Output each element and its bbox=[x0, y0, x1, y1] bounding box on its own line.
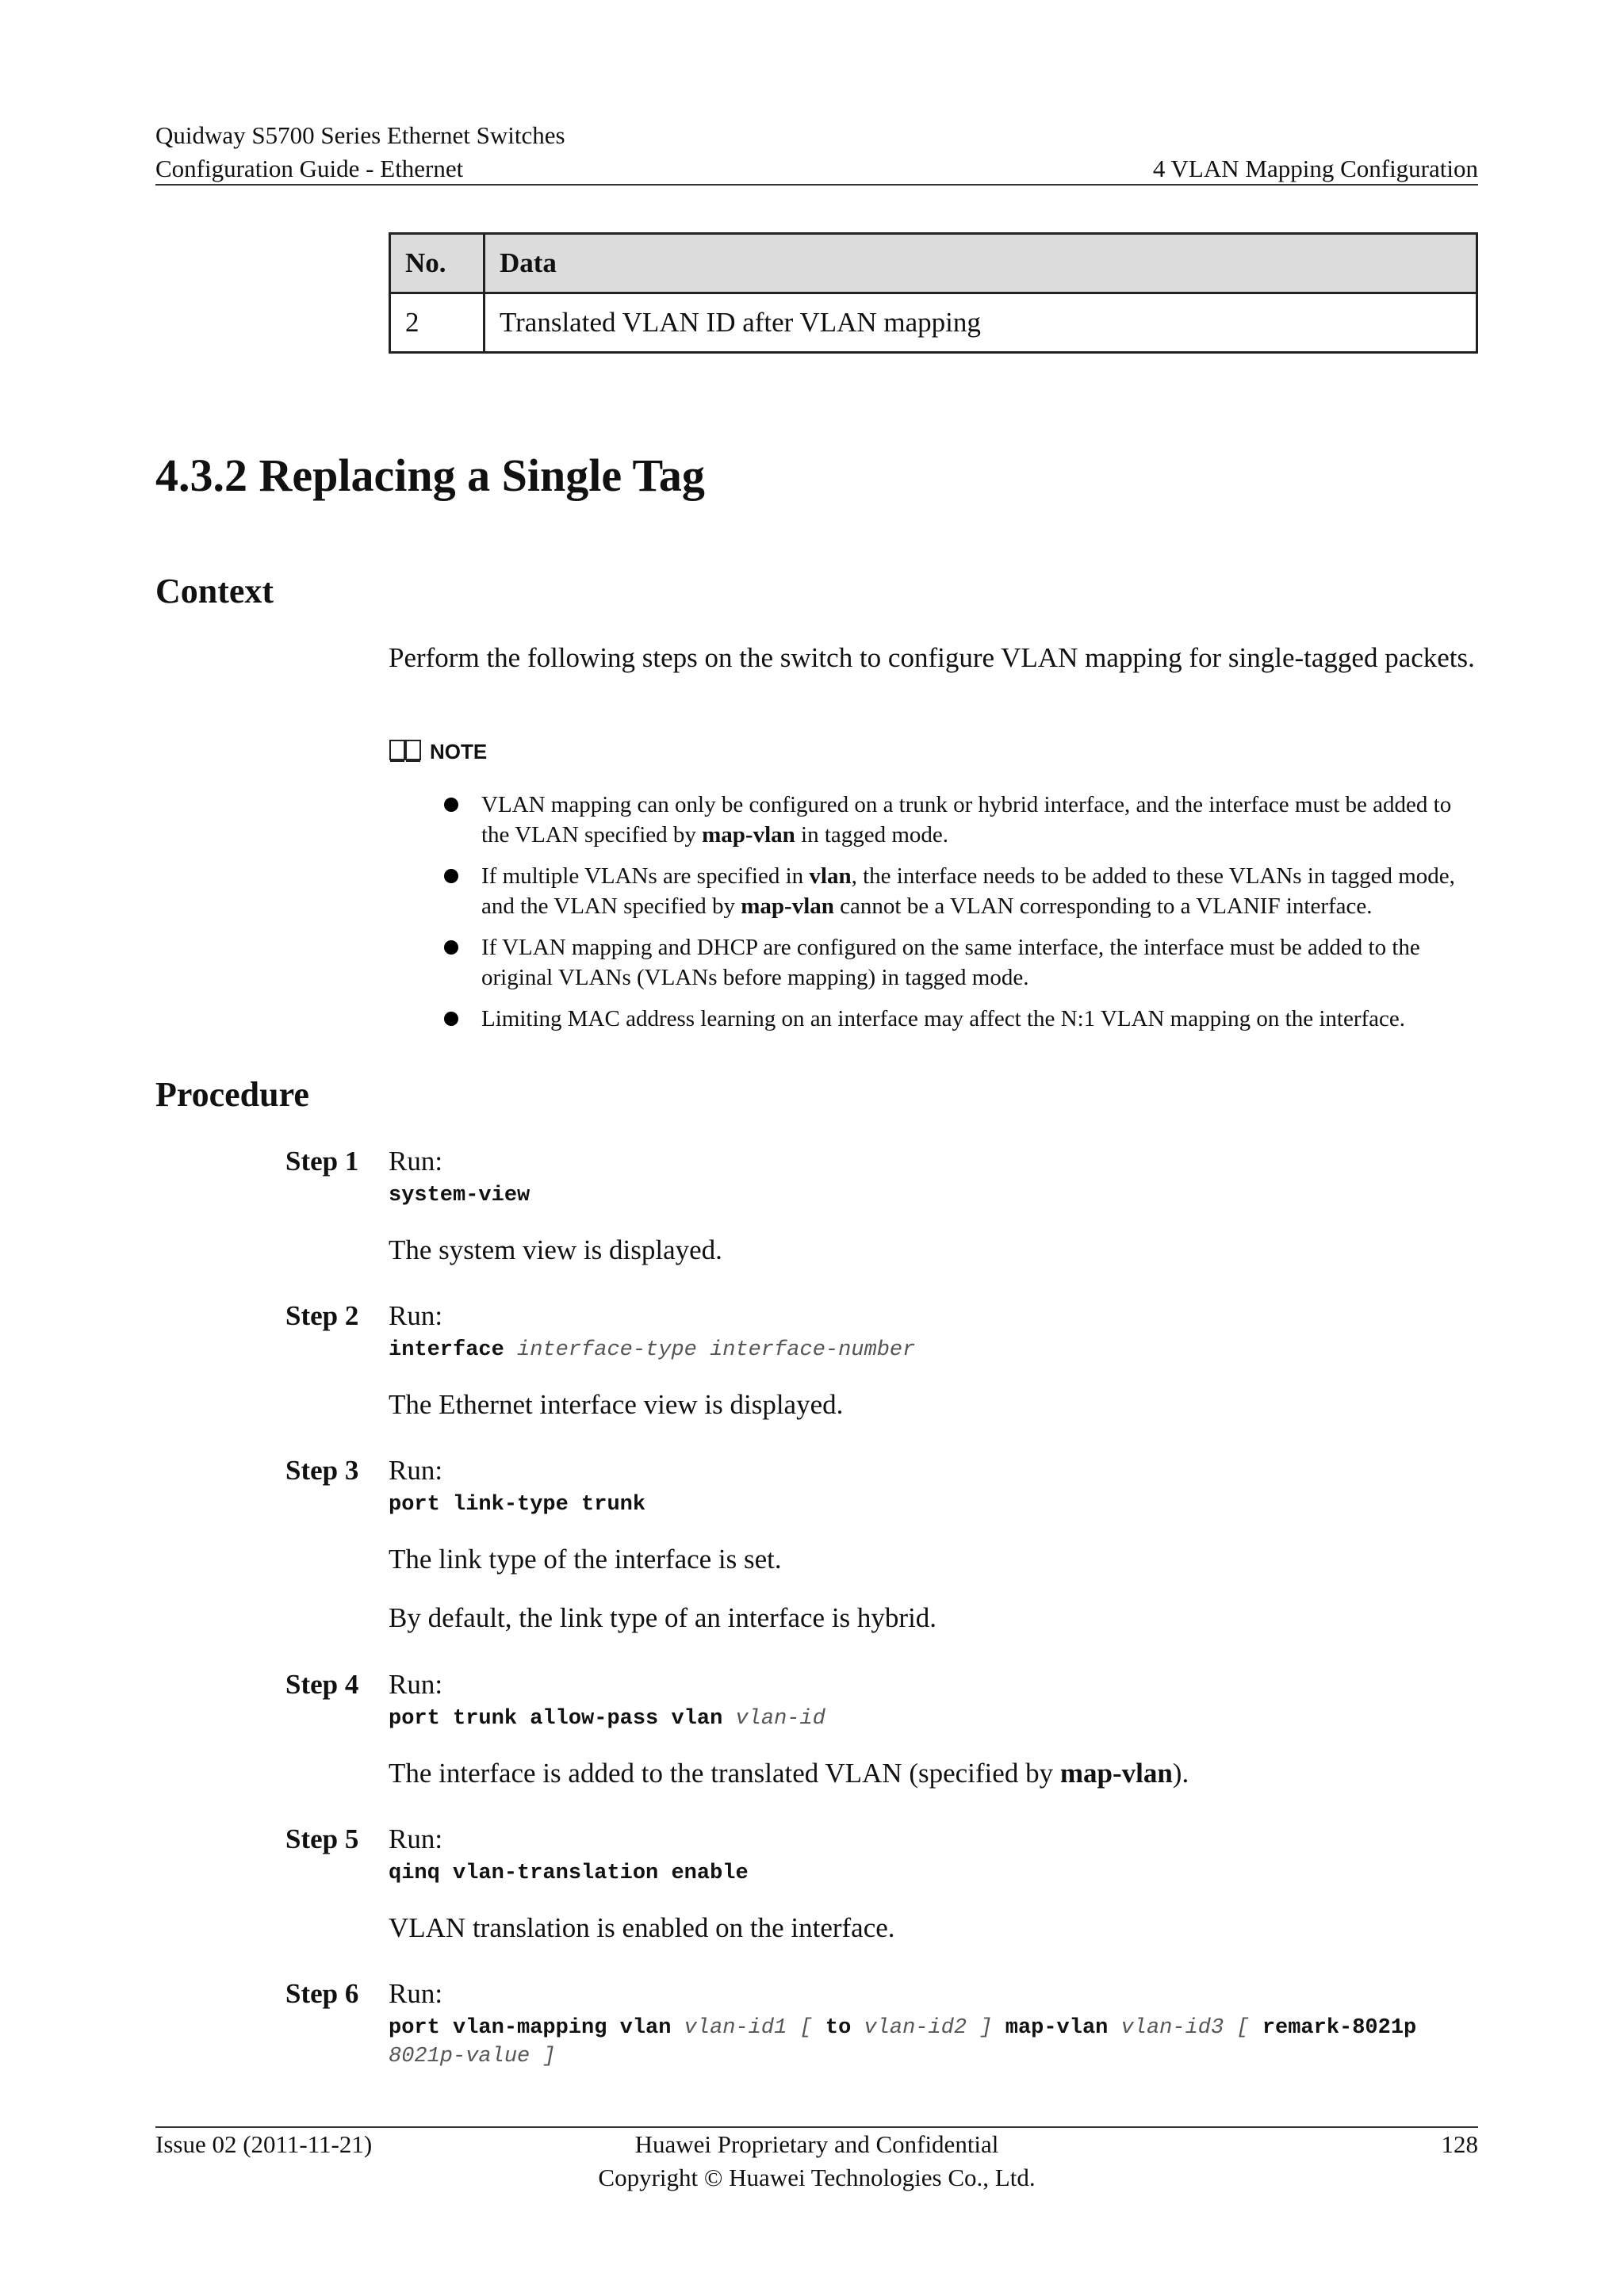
table-header-data: Data bbox=[485, 234, 1477, 293]
run-label: Run: bbox=[389, 1978, 443, 2009]
command-keyword: to bbox=[825, 2016, 852, 2040]
command-keyword: remark-8021p bbox=[1262, 2016, 1417, 2040]
command-keyword: system-view bbox=[389, 1184, 530, 1207]
command-keyword: port vlan-mapping vlan bbox=[389, 2016, 672, 2040]
header-chapter: 4 VLAN Mapping Configuration bbox=[1152, 155, 1478, 182]
step-label: Step 4 bbox=[285, 1669, 359, 1700]
command-line bbox=[389, 1336, 1478, 1364]
note-text: If multiple VLANs are specified in bbox=[481, 863, 810, 889]
note-header bbox=[389, 737, 487, 767]
context-paragraph: Perform the following steps on the switch to configure VLAN mapping for single-tagged packets. bbox=[389, 642, 1475, 673]
note-text: If VLAN mapping and DHCP are configured on the same interface, the interface must be added to the original VLANs (VLANs before mapping) in tagged mode. bbox=[481, 935, 1420, 990]
command-parameter: vlan-id2 bbox=[864, 2016, 967, 2040]
note-keyword: map-vlan bbox=[741, 894, 834, 919]
command-line bbox=[389, 1859, 1478, 1888]
bullet-icon bbox=[444, 940, 458, 955]
step-description: VLAN translation is enabled on the interface. bbox=[389, 1912, 895, 1943]
header-product: Quidway S5700 Series Ethernet Switches bbox=[155, 121, 565, 149]
command-parameter: vlan-id3 bbox=[1120, 2016, 1224, 2040]
step-label: Step 1 bbox=[285, 1146, 359, 1177]
command-keyword: port trunk allow-pass vlan bbox=[389, 1707, 723, 1731]
command-keyword: map-vlan bbox=[1005, 2016, 1109, 2040]
command-line bbox=[389, 1490, 1478, 1519]
command-parameter: vlan-id1 bbox=[684, 2016, 787, 2040]
table-header-no: No. bbox=[390, 234, 485, 293]
data-table bbox=[389, 232, 1478, 354]
step-label: Step 6 bbox=[285, 1978, 359, 2009]
run-label: Run: bbox=[389, 1823, 443, 1854]
command-keyword: qinq vlan-translation enable bbox=[389, 1862, 749, 1885]
run-label: Run: bbox=[389, 1455, 443, 1486]
note-text: Limiting MAC address learning on an interface may affect the N:1 VLAN mapping on the interface. bbox=[481, 1006, 1406, 1031]
command-parameter: [ bbox=[799, 2016, 813, 2040]
section-title: 4.3.2 Replacing a Single Tag bbox=[155, 450, 705, 501]
table-row bbox=[390, 293, 1477, 353]
bullet-icon bbox=[444, 1012, 458, 1026]
note-text: , the interface needs to be added to these VLANs in tagged mode, and the VLAN specified by bbox=[481, 863, 1455, 919]
bullet-icon bbox=[444, 869, 458, 883]
run-label: Run: bbox=[389, 1669, 443, 1700]
run-label: Run: bbox=[389, 1300, 443, 1331]
desc-text: ). bbox=[1172, 1758, 1189, 1789]
list-item bbox=[444, 932, 1478, 993]
step-description: The Ethernet interface view is displayed. bbox=[389, 1389, 844, 1420]
step-label: Step 5 bbox=[285, 1823, 359, 1854]
list-item bbox=[444, 861, 1478, 921]
note-keyword: vlan bbox=[809, 863, 852, 889]
command-parameter: 8021p-value bbox=[389, 2045, 530, 2068]
footer-issue: Issue 02 (2011-11-21) bbox=[155, 2130, 373, 2158]
step-description: The system view is displayed. bbox=[389, 1234, 722, 1265]
table-header-row bbox=[390, 234, 1477, 293]
step-description: The link type of the interface is set. bbox=[389, 1544, 782, 1575]
page-number: 128 bbox=[1441, 2130, 1478, 2158]
list-item bbox=[444, 1004, 1478, 1034]
table-cell-data: Translated VLAN ID after VLAN mapping bbox=[485, 293, 1477, 353]
step-label: Step 2 bbox=[285, 1300, 359, 1331]
note-label: NOTE bbox=[430, 740, 488, 763]
note-text: in tagged mode. bbox=[795, 822, 949, 848]
command-parameter: [ bbox=[1236, 2016, 1250, 2040]
page-header bbox=[155, 119, 1478, 186]
note-text: cannot be a VLAN corresponding to a VLANIF interface. bbox=[833, 894, 1373, 919]
footer-copyright: Copyright © Huawei Technologies Co., Ltd. bbox=[598, 2164, 1036, 2191]
command-keyword: interface bbox=[389, 1338, 504, 1362]
note-list bbox=[444, 790, 1478, 1045]
desc-text: The interface is added to the translated VLAN (specified by bbox=[389, 1758, 1060, 1789]
step-description-extra: By default, the link type of an interface is hybrid. bbox=[389, 1602, 937, 1633]
table-cell-no: 2 bbox=[390, 293, 485, 353]
bullet-icon bbox=[444, 798, 458, 812]
command-parameter: vlan-id bbox=[735, 1707, 825, 1731]
step-label: Step 3 bbox=[285, 1455, 359, 1486]
desc-keyword: map-vlan bbox=[1059, 1758, 1173, 1789]
context-heading: Context bbox=[155, 572, 274, 610]
command-parameter: ] bbox=[542, 2045, 556, 2068]
list-item bbox=[444, 790, 1478, 850]
procedure-heading: Procedure bbox=[155, 1075, 309, 1114]
book-icon bbox=[389, 737, 422, 767]
header-divider bbox=[155, 184, 1478, 186]
run-label: Run: bbox=[389, 1146, 443, 1177]
command-line bbox=[389, 1181, 1478, 1210]
footer-proprietary: Huawei Proprietary and Confidential bbox=[634, 2130, 999, 2158]
command-keyword: port link-type trunk bbox=[389, 1493, 646, 1517]
command-line bbox=[389, 2014, 1478, 2071]
command-line bbox=[389, 1705, 1478, 1733]
note-keyword: map-vlan bbox=[702, 822, 795, 848]
command-parameter: interface-type interface-number bbox=[517, 1338, 916, 1362]
note-text: VLAN mapping can only be configured on a trunk or hybrid interface, and the interface must be added to the VLAN specified by bbox=[481, 792, 1452, 848]
command-parameter: ] bbox=[979, 2016, 993, 2040]
step-description bbox=[389, 1755, 1478, 1792]
header-guide: Configuration Guide - Ethernet bbox=[155, 155, 464, 182]
